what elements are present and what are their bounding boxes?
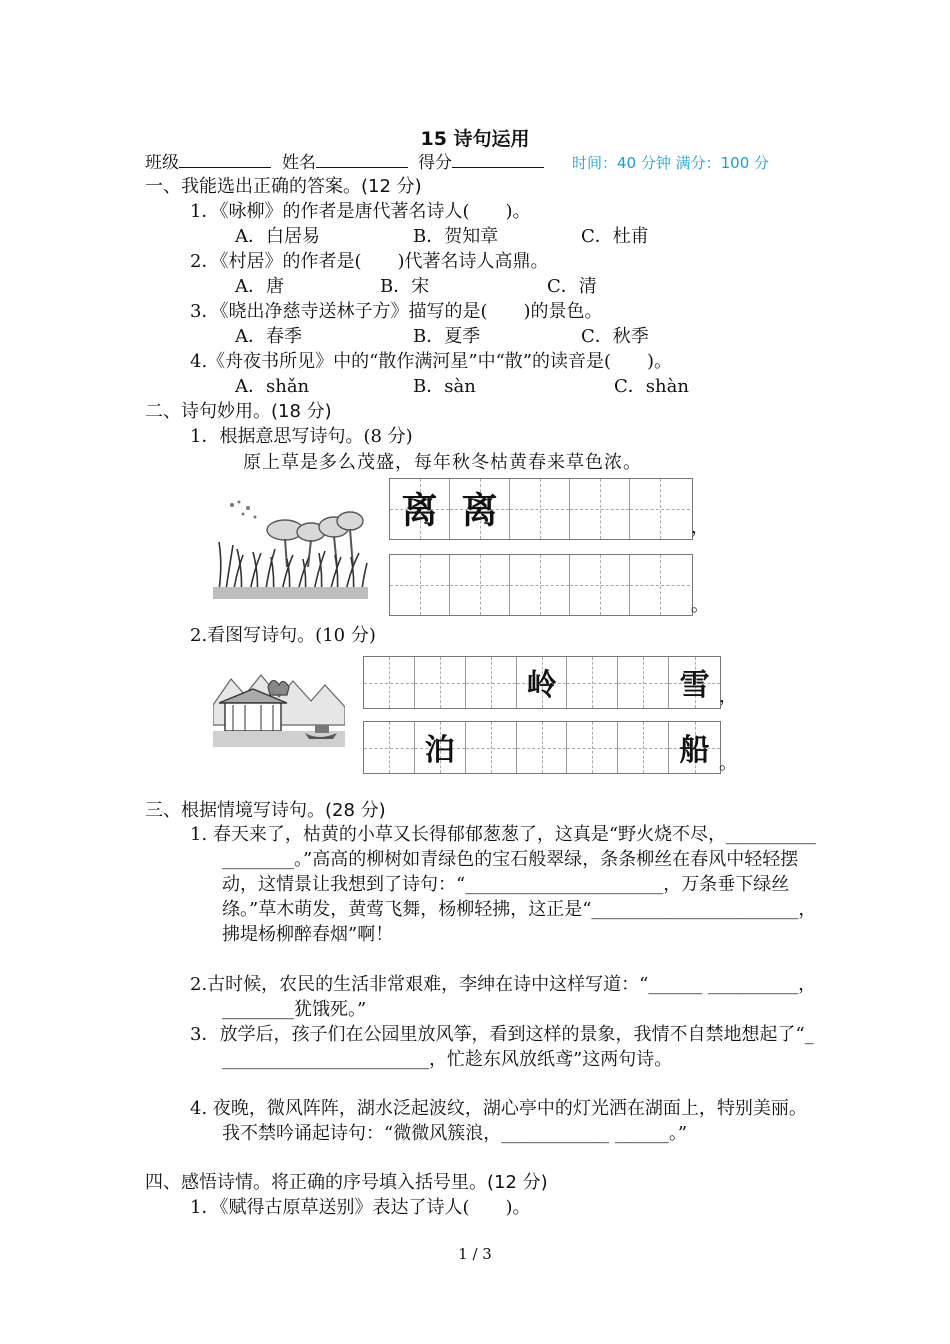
section-3-heading: 三、根据情境写诗句。(28 分): [145, 800, 386, 821]
given-char: 泊: [424, 732, 455, 768]
grid-2-period: 。: [691, 595, 709, 616]
q2-stem: 2．《村居》的作者是( )代著名诗人高鼎。: [190, 251, 549, 272]
name-label: 姓名: [282, 153, 316, 173]
q4-option-b: B．sàn: [413, 376, 476, 397]
q2-option-b: B．宋: [380, 276, 430, 297]
grid-1-comma: ，: [691, 517, 709, 538]
section-1-heading: 一、我能选出正确的答案。(12 分): [145, 176, 422, 197]
grid-cell[interactable]: [364, 722, 415, 773]
s3-paragraph-3: [190, 1022, 820, 1097]
grid-cell[interactable]: [390, 555, 450, 615]
page-title: 15 诗句运用: [420, 128, 530, 150]
q1-option-c: C．杜甫: [581, 226, 649, 247]
grid-4-period: 。: [719, 753, 737, 774]
s2-q1-meaning: 原上草是多么茂盛，每年秋冬枯黄春来草色浓。: [243, 452, 642, 473]
s4-q1-stem: 1．《赋得古原草送别》表达了诗人( )。: [190, 1197, 531, 1218]
pavilion-illustration: [213, 665, 345, 747]
q4-stem: 4.《舟夜书所见》中的“散作满河星”中“散”的读音是( )。: [190, 351, 673, 372]
grid-cell[interactable]: [450, 555, 510, 615]
s3-p2-text: 2.古时候，农民的生活非常艰难，李绅在诗中这样写道：“______ __________，________犹饿死。”: [190, 974, 817, 1020]
s2-q1-stem: 1．根据意思写诗句。(8 分): [190, 426, 413, 447]
answer-grid-2[interactable]: [389, 554, 693, 616]
q1-stem: 1．《咏柳》的作者是唐代著名诗人( )。: [190, 201, 531, 222]
grid-cell[interactable]: [630, 555, 690, 615]
grid-cell[interactable]: [466, 657, 517, 708]
score-label: 得分: [418, 153, 452, 173]
answer-grid-3[interactable]: [363, 656, 721, 709]
given-char: 雪: [679, 667, 710, 703]
given-char: 离: [461, 489, 498, 532]
given-char: 岭: [526, 667, 557, 703]
grid-3-comma: ，: [719, 686, 737, 707]
s2-q2-stem: 2.看图写诗句。(10 分): [190, 625, 376, 646]
given-char: 离: [401, 489, 438, 532]
grid-cell[interactable]: [450, 479, 510, 539]
grid-cell[interactable]: [669, 722, 720, 773]
grid-cell[interactable]: [517, 657, 568, 708]
given-char: 船: [679, 732, 710, 768]
q2-option-c: C．清: [547, 276, 597, 297]
grid-cell[interactable]: [669, 657, 720, 708]
q4-option-a: A．shǎn: [235, 376, 310, 397]
grid-cell[interactable]: [567, 657, 618, 708]
q1-option-b: B．贺知章: [413, 226, 499, 247]
grid-cell[interactable]: [510, 479, 570, 539]
grid-cell[interactable]: [567, 722, 618, 773]
s3-p1-text: 1. 春天来了，枯黄的小草又长得郁郁葱葱了，这真是“野火烧不尽，__________________。”高高的柳树如青绿色的宝石般翠绿，条条柳丝在春风中轻轻摆动，这情景让我想到了诗句：“______________________，万条垂下绿丝绦。”草木萌发，黄莺飞舞，杨柳轻拂，这正是“_______________________，拂堤杨柳醉春烟”啊！: [190, 824, 817, 945]
grid-cell[interactable]: [630, 479, 690, 539]
q3-option-a: A．春季: [235, 326, 302, 347]
s3-paragraph-4: [190, 1096, 820, 1146]
grid-cell[interactable]: [618, 657, 669, 708]
section-2-heading: 二、诗句妙用。(18 分): [145, 401, 332, 422]
s3-paragraph-1: [190, 822, 820, 947]
q3-option-c: C．秋季: [581, 326, 649, 347]
q2-option-a: A．唐: [235, 276, 284, 297]
class-label: 班级: [145, 153, 179, 173]
name-field[interactable]: [282, 149, 408, 176]
grid-cell[interactable]: [466, 722, 517, 773]
s3-p3-text: 3．放学后，孩子们在公园里放风筝，看到这样的景象，我情不自禁地想起了“________________________，忙趁东风放纸鸢”这两句诗。: [190, 1024, 814, 1070]
answer-grid-1[interactable]: [389, 478, 693, 540]
class-field[interactable]: [145, 149, 271, 176]
grid-cell[interactable]: [517, 722, 568, 773]
section-4-heading: 四、感悟诗情。将正确的序号填入括号里。(12 分): [145, 1172, 548, 1193]
grid-cell[interactable]: [390, 479, 450, 539]
score-field[interactable]: [418, 149, 544, 176]
grid-cell[interactable]: [415, 722, 466, 773]
grid-cell[interactable]: [618, 722, 669, 773]
q4-option-c: C．shàn: [614, 376, 689, 397]
s3-paragraph-2: [190, 972, 820, 1022]
q3-option-b: B．夏季: [413, 326, 481, 347]
grid-cell[interactable]: [364, 657, 415, 708]
grid-cell[interactable]: [570, 555, 630, 615]
s3-p4-text: 4. 夜晚，微风阵阵，湖水泛起波纹，湖心亭中的灯光洒在湖面上，特别美丽。我不禁吟诵起诗句：“微微风簇浪，____________ ______。”: [190, 1098, 807, 1144]
grid-cell[interactable]: [510, 555, 570, 615]
grid-cell[interactable]: [570, 479, 630, 539]
grid-cell[interactable]: [415, 657, 466, 708]
grass-illustration: [213, 497, 368, 599]
page-number: 1 / 3: [458, 1245, 492, 1263]
answer-grid-4[interactable]: [363, 721, 721, 774]
q1-option-a: A．白居易: [235, 226, 320, 247]
q3-stem: 3．《晓出净慈寺送林子方》描写的是( )的景色。: [190, 301, 603, 322]
time-info: 时间：40 分钟 满分：100 分: [572, 154, 770, 172]
